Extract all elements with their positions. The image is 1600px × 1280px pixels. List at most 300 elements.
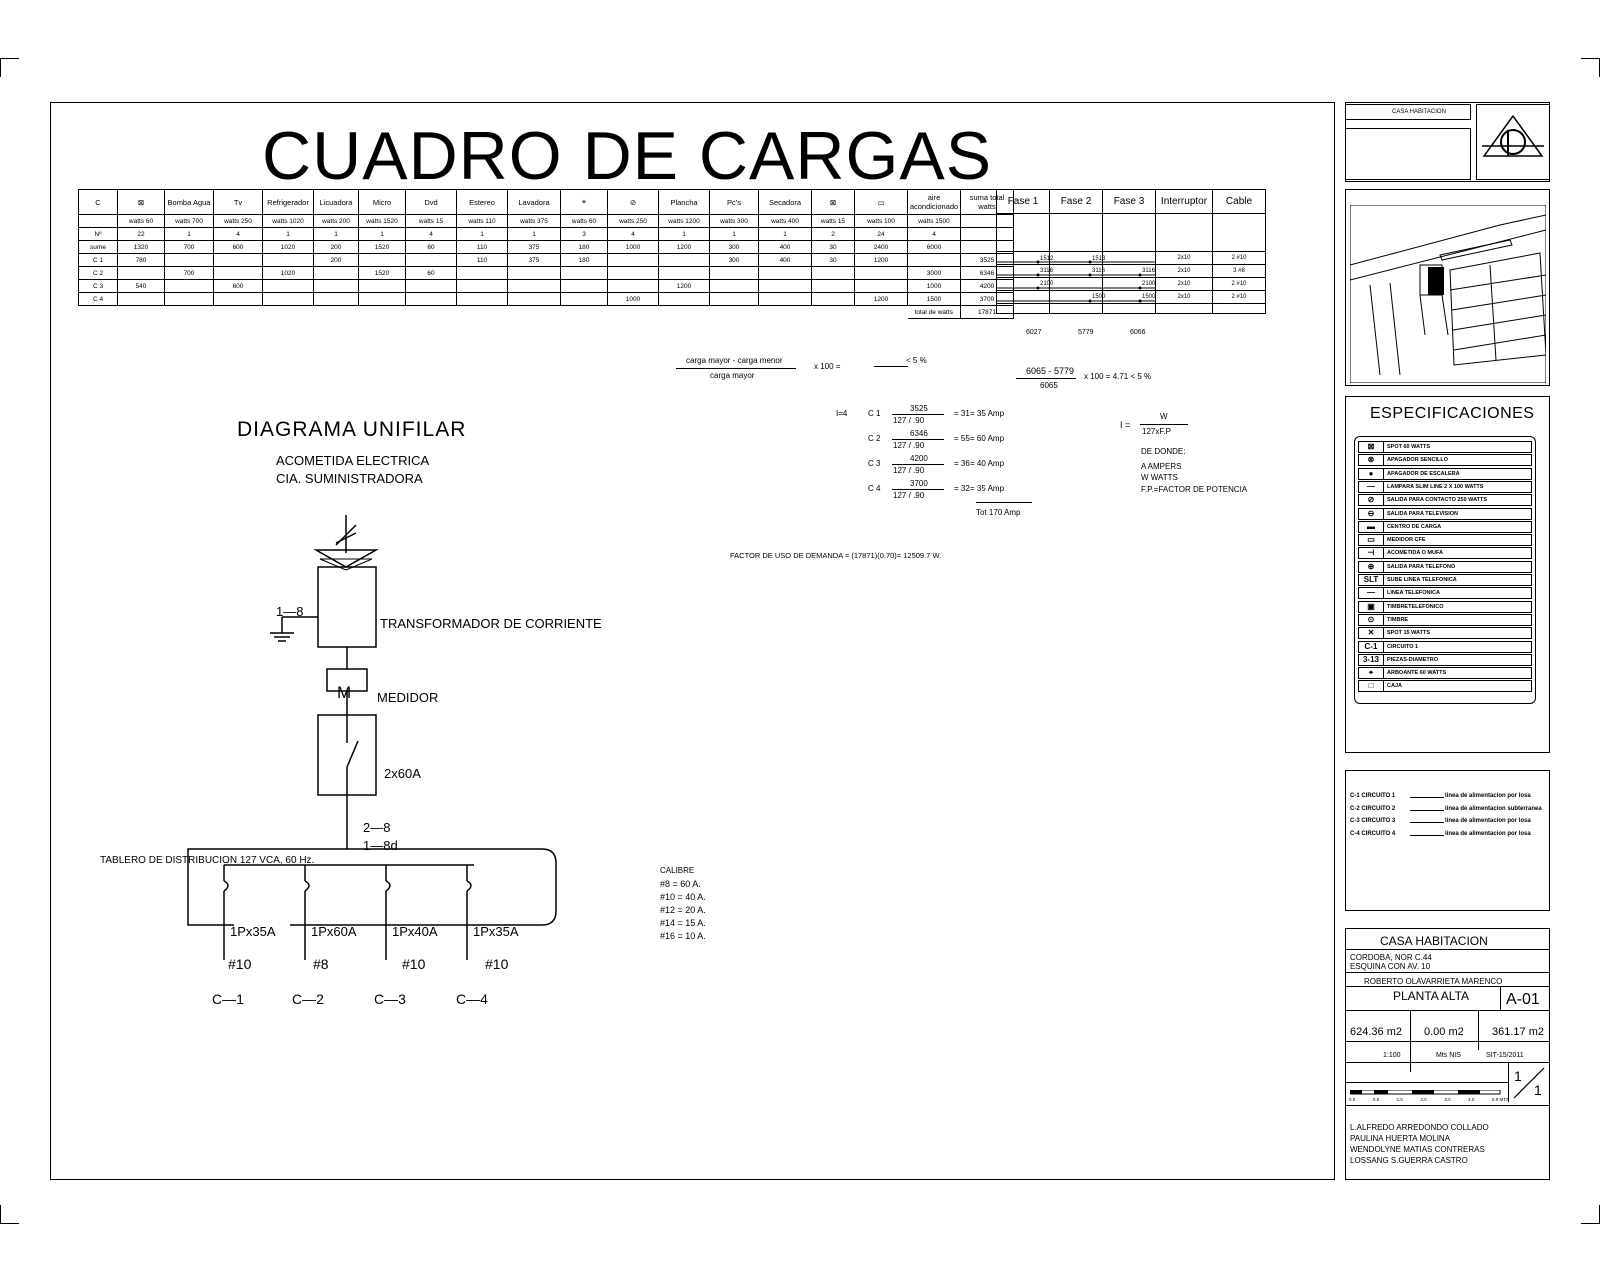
spec-label: SPOT 15 WATTS (1387, 630, 1430, 637)
spec-symbol-icon: ● (1359, 469, 1384, 479)
load-watts: watts 700 (165, 215, 214, 228)
formula-numerator: 6065 - 5779 (1026, 366, 1075, 376)
load-watts: watts 110 (457, 215, 508, 228)
spec-label: PIEZAS-DIAMETRO (1387, 656, 1439, 663)
ohm-line: A AMPERS (1141, 462, 1182, 471)
spec-symbol-icon: ⊣ (1359, 548, 1384, 558)
spec-row (1358, 614, 1532, 626)
load-cell: 3000 (908, 267, 961, 280)
load-cell (759, 280, 812, 293)
load-cell: 110 (457, 241, 508, 254)
load-cell: 1200 (855, 293, 908, 306)
circuit-label: C—2 (292, 991, 324, 1007)
ground-label: 1—8 (276, 604, 304, 619)
load-cell (359, 280, 406, 293)
conductor-circuit: C-4 CIRCUITO 4 (1350, 830, 1396, 837)
current-circuit: C 1 (868, 409, 881, 418)
tb-line (1345, 986, 1550, 987)
spec-row (1358, 468, 1532, 480)
load-watts: watts 200 (314, 215, 359, 228)
formula-result: < 5 % (906, 356, 927, 365)
spec-row (1358, 680, 1532, 692)
phase-value: 3116 (1142, 268, 1155, 274)
load-cell: 1020 (263, 267, 314, 280)
load-cell: 30 (812, 241, 855, 254)
total-value: 17871 (961, 306, 1014, 319)
load-cell: C 2 (79, 267, 118, 280)
interruptor-cell: 2x10 (1156, 252, 1213, 265)
phase-value: 1513 (1092, 256, 1106, 262)
load-header: Estereo (457, 190, 508, 215)
load-watts: watts 15 (812, 215, 855, 228)
formula-denominator: carga mayor (710, 371, 755, 380)
scale-tick: 3.0 (1444, 1097, 1451, 1102)
load-cell: 400 (759, 254, 812, 267)
ohm-lhs: I = (1120, 420, 1131, 430)
load-cell (508, 280, 561, 293)
load-cell: 700 (165, 267, 214, 280)
current-denominator: 127 / .90 (893, 491, 925, 500)
location-map (1350, 205, 1546, 383)
load-cell (759, 267, 812, 280)
cable-cell: 2 #10 (1213, 252, 1266, 265)
plan-name: PLANTA ALTA (1393, 989, 1470, 1003)
load-cell: 1 (508, 228, 561, 241)
panel-label: TABLERO DE DISTRIBUCION 127 VCA, 60 Hz. (100, 855, 315, 866)
load-cell: 1000 (608, 293, 659, 306)
load-cell (314, 293, 359, 306)
load-cell (659, 254, 710, 267)
load-cell: 1200 (659, 280, 710, 293)
load-cell (214, 254, 263, 267)
load-cell (561, 293, 608, 306)
spec-label: MEDIDOR CFE (1387, 537, 1426, 544)
scale-tick: 4.0 (1468, 1097, 1475, 1102)
load-cell: 1 (165, 228, 214, 241)
diagram-title: DIAGRAMA UNIFILAR (237, 418, 467, 441)
load-cell (608, 280, 659, 293)
page-title: CUADRO DE CARGAS (262, 118, 993, 194)
branch-breaker: 1Px35A (230, 924, 276, 939)
corner-mark (0, 1205, 19, 1224)
current-result: = 55 (954, 434, 970, 443)
current-denominator: 127 / .90 (893, 466, 925, 475)
formula-line (976, 502, 1032, 503)
spec-row (1358, 481, 1532, 493)
calibre-row: #14 = 15 A. (660, 918, 706, 928)
current-amp: = 35 Amp (970, 409, 1005, 418)
load-header: Lavadora (508, 190, 561, 215)
load-cell: C 3 (79, 280, 118, 293)
spec-symbol-icon: 3-13 (1359, 655, 1384, 665)
load-header: C (79, 190, 118, 215)
circuit-label: C—4 (456, 991, 488, 1007)
phase-value: 1512 (1040, 256, 1054, 262)
load-header: Dvd (406, 190, 457, 215)
spec-label: SUBE LINEA TELEFONICA (1387, 577, 1457, 583)
load-watts: watts 60 (118, 215, 165, 228)
meter-label: MEDIDOR (377, 690, 439, 705)
load-watts: watts 375 (508, 215, 561, 228)
load-header: Plancha (659, 190, 710, 215)
phase-total: 6066 (1130, 329, 1146, 336)
load-cell (608, 267, 659, 280)
interruptor-cell: 2x10 (1156, 291, 1213, 304)
tb-line (1478, 1010, 1479, 1050)
spec-symbol-icon: ▭ (1359, 535, 1384, 545)
spec-row (1358, 654, 1532, 666)
current-amp: = 35 Amp (970, 484, 1005, 493)
formula-line (892, 489, 944, 490)
load-cell (812, 267, 855, 280)
formula-line (892, 414, 944, 415)
spec-label: CENTRO DE CARGA (1387, 523, 1442, 530)
spec-label: CAJA (1387, 683, 1402, 690)
cable-cell: 3 #8 (1213, 265, 1266, 278)
spec-label: ACOMETIDA O MUFA (1387, 550, 1444, 557)
conductor-line (1410, 835, 1444, 836)
load-cell: 2400 (855, 241, 908, 254)
conductor-circuit: C-3 CIRCUITO 3 (1350, 818, 1396, 824)
load-watts: watts 1520 (359, 215, 406, 228)
load-header: Tv (214, 190, 263, 215)
formula-numerator: carga mayor - carga menor (686, 356, 783, 365)
load-cell: 200 (314, 254, 359, 267)
load-header: suma total watts (961, 190, 1014, 215)
load-cell (263, 293, 314, 306)
load-cell (908, 254, 961, 267)
load-cell: 300 (710, 254, 759, 267)
load-cell: 24 (855, 228, 908, 241)
specifications-title: ESPECIFICACIONES (1370, 405, 1535, 422)
phase-value: 3116 (1092, 268, 1105, 274)
total-label: total de watts (908, 306, 961, 319)
load-watts: watts 400 (759, 215, 812, 228)
spec-row (1358, 641, 1532, 653)
tb-line (1345, 1082, 1508, 1083)
conductor-line (1410, 822, 1444, 823)
cable-cell: 2 #10 (1213, 291, 1266, 304)
conductors-panel (1345, 770, 1550, 911)
load-cell: 1 (759, 228, 812, 241)
spec-row (1358, 627, 1532, 639)
calibre-title: CALIBRE (660, 866, 695, 875)
load-cell: 1000 (908, 280, 961, 293)
calibre-row: #10 = 40 A. (660, 892, 706, 902)
project-owner: ROBERTO OLAVARRIETA MARENCO (1364, 977, 1503, 986)
load-cell (406, 293, 457, 306)
load-header: Pc's (710, 190, 759, 215)
project-address: CORDOBA, NOR C.44 (1350, 953, 1432, 962)
load-cell: 540 (118, 280, 165, 293)
load-watts: watts 60 (561, 215, 608, 228)
load-cell: 4 (908, 228, 961, 241)
load-cell (165, 280, 214, 293)
phase-header: Fase 3 (1103, 190, 1156, 214)
formula-denominator: 6065 (1040, 381, 1058, 390)
spec-symbol-icon: ⊕ (1359, 562, 1384, 572)
spec-symbol-icon: ⊗ (1359, 455, 1384, 465)
load-cell: 1 (457, 228, 508, 241)
current-prefix: I=4 (836, 409, 848, 418)
current-circuit: C 4 (868, 484, 881, 493)
branch-wire: #10 (402, 956, 426, 972)
spec-label: TIMBRETELEFONICO (1387, 603, 1444, 610)
spec-symbol-icon: ⌖ (1359, 668, 1384, 678)
interruptor-cell: 2x10 (1156, 265, 1213, 278)
calibre-row: #16 = 10 A. (660, 931, 706, 941)
conductor-line (1410, 797, 1444, 798)
spec-row (1358, 441, 1532, 453)
corner-mark (1581, 58, 1600, 77)
spec-label: LINEA TELEFONICA (1387, 590, 1440, 597)
load-cell (406, 280, 457, 293)
spec-row (1358, 547, 1532, 559)
load-cell (508, 267, 561, 280)
load-cell: 3525 (961, 254, 1014, 267)
load-cell (118, 293, 165, 306)
conductor-desc: linea de alimentacion por losa (1445, 793, 1531, 799)
single-line-diagram (170, 505, 610, 1025)
load-cell: 2 (812, 228, 855, 241)
current-circuit: C 2 (868, 434, 881, 443)
load-cell: 180 (561, 241, 608, 254)
calibre-row: #8 = 60 A. (660, 879, 701, 889)
transformer-label: TRANSFORMADOR DE CORRIENTE (380, 616, 602, 631)
sheet-code: A-01 (1506, 991, 1540, 1008)
load-cell (457, 267, 508, 280)
load-cell: 1 (263, 228, 314, 241)
load-cell: 1520 (359, 267, 406, 280)
load-cell (855, 267, 908, 280)
load-cell (457, 280, 508, 293)
load-cell: 600 (214, 280, 263, 293)
load-cell (659, 293, 710, 306)
load-cell (659, 267, 710, 280)
project-name: CASA HABITACION (1380, 934, 1488, 948)
spec-symbol-icon: ⊖ (1359, 509, 1384, 519)
current-denominator: 127 / .90 (893, 441, 925, 450)
spec-label: ARBOANTE 60 WATTS (1387, 670, 1447, 677)
phase-value: 2100 (1142, 281, 1156, 287)
load-cell: 60 (406, 241, 457, 254)
load-header: ⊘ (608, 190, 659, 215)
load-header: aire acondicionado (908, 190, 961, 215)
interruptor-cell: 2x10 (1156, 278, 1213, 291)
load-cell (812, 280, 855, 293)
load-cell: 1 (359, 228, 406, 241)
tb-line (1500, 986, 1501, 1010)
conductor-circuit: C-1 CIRCUITO 1 (1350, 793, 1396, 799)
spec-symbol-icon: □ (1359, 681, 1384, 691)
load-header: Refrigerador (263, 190, 314, 215)
conductor-desc: linea de alimentacion por losa (1445, 830, 1531, 837)
formula-line (892, 439, 944, 440)
spec-label: LAMPARA SLIM LINE 2 X 100 WATTS (1387, 483, 1484, 490)
load-cell (118, 267, 165, 280)
spec-label: TIMBRE (1387, 616, 1409, 623)
phase-value: 1500 (1142, 294, 1156, 300)
phase-header: Cable (1213, 190, 1266, 214)
load-cell (406, 254, 457, 267)
spec-label: SALIDA PARA CONTACTO 250 WATTS (1387, 497, 1488, 504)
phase-header: Fase 2 (1050, 190, 1103, 214)
current-result: = 32 (954, 484, 970, 493)
author: L.ALFREDO ARREDONDO COLLADO (1350, 1123, 1489, 1132)
load-cell: 110 (457, 254, 508, 267)
load-cell: 30 (812, 254, 855, 267)
spec-label: SPOT 60 WATTS (1387, 444, 1430, 450)
formula-line (676, 368, 796, 369)
circuit-label: C—1 (212, 991, 244, 1007)
scale-tick: 2.0 (1420, 1097, 1427, 1102)
load-cell: 600 (214, 241, 263, 254)
formula-line (874, 366, 908, 367)
load-cell: 400 (759, 241, 812, 254)
load-cell (710, 293, 759, 306)
load-cell: 22 (118, 228, 165, 241)
spec-label: APAGADOR SENCILLO (1387, 457, 1449, 464)
sheet-number: 1 (1514, 1068, 1522, 1084)
tb-line (1345, 1010, 1550, 1011)
load-cell (263, 254, 314, 267)
load-cell: 1 (659, 228, 710, 241)
load-watts: watts 250 (608, 215, 659, 228)
phase-header: Fase 1 (997, 190, 1050, 214)
author: WENDOLYNE MATIAS CONTRERAS (1350, 1145, 1485, 1154)
spec-symbol-icon: SLT (1359, 575, 1384, 585)
tb-line (1345, 1105, 1550, 1106)
phase-total: 6027 (1026, 329, 1042, 336)
current-total: Tot 170 Amp (976, 508, 1021, 517)
area-value: 0.00 m2 (1424, 1026, 1464, 1038)
logo-notes-box (1345, 128, 1471, 180)
wire-label: 2—8 (363, 820, 391, 835)
load-cell: 1500 (908, 293, 961, 306)
load-cell: 4 (214, 228, 263, 241)
current-numerator: 4200 (910, 454, 928, 463)
current-numerator: 3700 (910, 479, 928, 488)
load-cell: 1320 (118, 241, 165, 254)
spec-row (1358, 521, 1532, 533)
load-cell: 4 (406, 228, 457, 241)
load-watts: watts 15 (406, 215, 457, 228)
units-value: Mts NIS (1436, 1052, 1461, 1059)
phase-balance-lines (996, 250, 1156, 322)
conductor-desc: linea de alimentacion por losa (1445, 818, 1531, 824)
load-cell: Nº (79, 228, 118, 241)
conductor-circuit: C-2 CIRCUITO 2 (1350, 805, 1396, 812)
formula-rhs: x 100 = (814, 362, 841, 371)
spec-symbol-icon: ✕ (1359, 628, 1384, 638)
cable-cell: 2 #10 (1213, 278, 1266, 291)
load-header: ▭ (855, 190, 908, 215)
load-cell: 1200 (659, 241, 710, 254)
load-cell (508, 293, 561, 306)
load-cell: C 4 (79, 293, 118, 306)
author: PAULINA HUERTA MOLINA (1350, 1134, 1451, 1143)
ohm-denominator: 127xF.P (1142, 427, 1171, 436)
spec-symbol-icon: ⊘ (1359, 495, 1384, 505)
load-cell (165, 254, 214, 267)
spec-row (1358, 508, 1532, 520)
load-cell: 3700 (961, 293, 1014, 306)
load-cell: 375 (508, 254, 561, 267)
load-cell (561, 267, 608, 280)
load-cell (214, 267, 263, 280)
load-cell: 200 (314, 241, 359, 254)
spec-symbol-icon: ▣ (1359, 602, 1384, 612)
branch-breaker: 1Px60A (311, 924, 357, 939)
load-cell (359, 293, 406, 306)
meter-symbol: M (337, 683, 352, 702)
spec-row (1358, 454, 1532, 466)
spec-symbol-icon: — (1359, 588, 1384, 598)
tb-line (1345, 949, 1550, 950)
load-cell (710, 267, 759, 280)
scale-tick: 1.0 (1396, 1097, 1403, 1102)
load-cell: sume (79, 241, 118, 254)
scale-value: 1:100 (1383, 1052, 1401, 1059)
load-header: ⊠ (812, 190, 855, 215)
current-result: = 36 (954, 459, 970, 468)
diagram-subtitle: ACOMETIDA ELECTRICA (276, 453, 430, 468)
load-cell: 1200 (855, 254, 908, 267)
formula-rhs: x 100 = 4.71 < 5 % (1084, 372, 1152, 381)
load-watts (79, 215, 118, 228)
spec-label: CIRCUITO 1 (1387, 643, 1419, 650)
corner-mark (0, 58, 19, 77)
current-numerator: 6346 (910, 429, 928, 438)
load-cell: 1 (710, 228, 759, 241)
load-cell: 375 (508, 241, 561, 254)
ohm-line: DE DONDE: (1141, 447, 1186, 456)
phase-value: 2100 (1040, 281, 1054, 287)
load-cell (214, 293, 263, 306)
load-header: Licuadora (314, 190, 359, 215)
ohm-numerator: W (1160, 412, 1168, 421)
load-cell (561, 280, 608, 293)
spec-row (1358, 587, 1532, 599)
load-cell: 4200 (961, 280, 1014, 293)
spec-label: SALIDA PARA TELEVISION (1387, 510, 1458, 517)
load-cell (263, 280, 314, 293)
branch-breaker: 1Px35A (473, 924, 519, 939)
load-cell: 6000 (908, 241, 961, 254)
scale-tick: 0.5 (1372, 1097, 1380, 1102)
spec-label: APAGADOR DE ESCALERA (1387, 470, 1460, 477)
tb-line (1345, 972, 1550, 973)
current-amp: = 40 Amp (970, 459, 1005, 468)
conductor-desc: linea de alimentacion subterranea (1445, 805, 1542, 812)
current-circuit: C 3 (868, 459, 881, 468)
load-cell (165, 293, 214, 306)
load-cell (457, 293, 508, 306)
formula-line (1016, 378, 1076, 379)
current-result: = 31 (954, 409, 970, 418)
load-watts: watts 1020 (263, 215, 314, 228)
load-watts: watts 1500 (908, 215, 961, 228)
scale-tick: 0.0 (1349, 1097, 1356, 1102)
area-value: 624.36 m2 (1350, 1026, 1402, 1038)
branch-wire: #10 (485, 956, 509, 972)
loads-table (78, 189, 1014, 319)
load-watts: watts 250 (214, 215, 263, 228)
breaker-label: 2x60A (384, 766, 421, 781)
formula-line (1140, 424, 1188, 425)
current-denominator: 127 / .90 (893, 416, 925, 425)
area-value: 361.17 m2 (1492, 1026, 1544, 1038)
